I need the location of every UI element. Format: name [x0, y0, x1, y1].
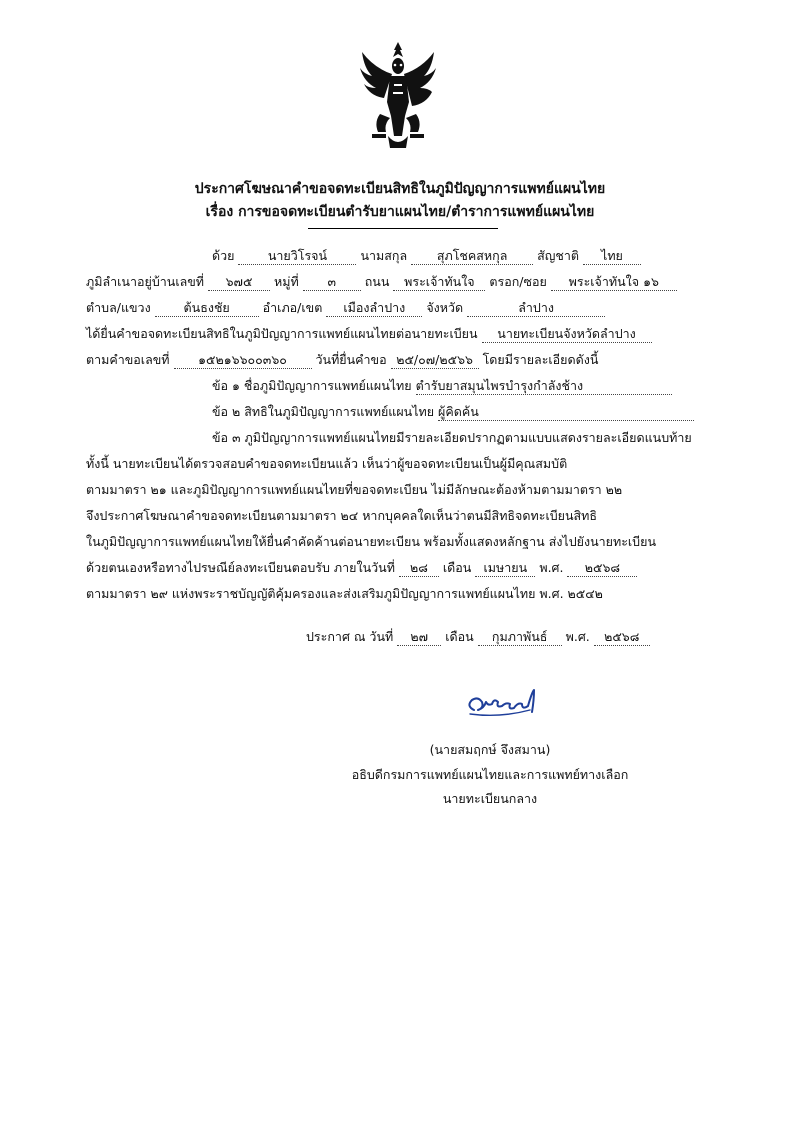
applicant-nationality: ไทย [583, 248, 641, 265]
deadline-month: เมษายน [475, 560, 535, 577]
body-line-2: ทั้งนี้ นายทะเบียนได้ตรวจสอบคำขอจดทะเบียนแล้ว เห็นว่าผู้ขอจดทะเบียนเป็นผู้มีคุณสมบัติ [86, 456, 568, 471]
registrar-name: นายทะเบียนจังหวัดลำปาง [482, 326, 652, 343]
item-1-line [212, 377, 672, 395]
prefix-label: ด้วย [212, 248, 235, 263]
district-line [86, 299, 605, 317]
applicant-name: นายวิโรจน์ [238, 248, 356, 265]
request-number-label: ตามคำขอเลขที่ [86, 352, 170, 367]
announce-be-label: พ.ศ. [565, 629, 590, 644]
amphoe-label: อำเภอ/เขต [262, 300, 323, 315]
soi-label: ตรอก/ซอย [489, 274, 547, 289]
body-line-3: ตามมาตรา ๒๑ และภูมิปัญญาการแพทย์แผนไทยที่ขอจดทะเบียน ไม่มีลักษณะต้องห้ามตามมาตรา ๒๒ [86, 482, 623, 497]
item-2-line [212, 403, 694, 421]
deadline-be-label: พ.ศ. [539, 560, 564, 575]
deadline-year: ๒๕๖๘ [567, 560, 637, 577]
house-number: ๖๗๕ [208, 274, 270, 291]
province-name: ลำปาง [467, 300, 605, 317]
handwritten-signature [460, 680, 560, 724]
item-2-value: ผู้คิดค้น [438, 404, 694, 421]
surname-label: นามสกุล [360, 248, 408, 263]
deadline-prefix: ด้วยตนเองหรือทางไปรษณีย์ลงทะเบียนตอบรับ ภายในวันที่ [86, 560, 395, 575]
announcement-title: ประกาศโฆษณาคำขอจดทะเบียนสิทธิในภูมิปัญญาการแพทย์แผนไทย [194, 181, 606, 197]
announce-month-label: เดือน [445, 629, 474, 644]
announcement-date-line [306, 628, 650, 646]
body-line-5: ในภูมิปัญญาการแพทย์แผนไทยให้ยื่นคำคัดค้านต่อนายทะเบียน พร้อมทั้งแสดงหลักฐาน ส่งไปยังนายทะเบียน [86, 534, 656, 549]
applicant-surname: สุภโชคสหกุล [411, 248, 533, 265]
moo-number: ๓ [303, 274, 361, 291]
address-label: ภูมิลำเนาอยู่บ้านเลขที่ [86, 274, 205, 289]
announce-prefix: ประกาศ ณ วันที่ [306, 629, 394, 644]
announcement-subject: เรื่อง การขอจดทะเบียนตำรับยาแผนไทย/ตำราการแพทย์แผนไทย [205, 204, 595, 220]
garuda-emblem-icon [358, 40, 438, 152]
item-1-label: ข้อ ๑ ชื่อภูมิปัญญาการแพทย์แผนไทย [212, 378, 412, 393]
announce-year: ๒๕๖๘ [594, 629, 650, 646]
soi-name: พระเจ้าทันใจ ๑๖ [551, 274, 677, 291]
tambon-label: ตำบล/แขวง [86, 300, 151, 315]
deadline-day: ๒๘ [399, 560, 439, 577]
item-2-label: ข้อ ๒ สิทธิในภูมิปัญญาการแพทย์แผนไทย [212, 404, 435, 419]
nationality-label: สัญชาติ [537, 248, 579, 263]
signatory-position: อธิบดีกรมการแพทย์แผนไทยและการแพทย์ทางเลือก [351, 767, 629, 782]
detail-label: โดยมีรายละเอียดดังนี้ [482, 352, 599, 367]
title-divider [308, 228, 498, 229]
body-line-1: ข้อ ๓ ภูมิปัญญาการแพทย์แผนไทยมีรายละเอียดปรากฏตามแบบแสดงรายละเอียดแนบท้าย [212, 430, 692, 445]
body-line-6 [86, 559, 637, 577]
body-line-4: จึงประกาศโฆษณาคำขอจดทะเบียนตามมาตรา ๒๔ หากบุคคลใดเห็นว่าตนมีสิทธิจดทะเบียนสิทธิ [86, 508, 598, 523]
item-1-value: ตำรับยาสมุนไพรบำรุงกำลังช้าง [416, 378, 672, 395]
filing-date-label: วันที่ยื่นคำขอ [315, 352, 387, 367]
filing-date: ๒๕/๐๗/๒๕๖๖ [391, 352, 479, 369]
request-number: ๑๕๒๑๖๖๐๐๓๖๐ [174, 352, 312, 369]
request-line [86, 351, 598, 369]
deadline-month-label: เดือน [442, 560, 472, 575]
road-label: ถนน [364, 274, 390, 289]
address-line [86, 273, 677, 291]
signatory-name: (นายสมฤกษ์ จึงสมาน) [429, 742, 551, 757]
announce-month: กุมภาพันธ์ [478, 629, 562, 646]
body-line-7: ตามมาตรา ๒๙ แห่งพระราชบัญญัติคุ้มครองและส่งเสริมภูมิปัญญาการแพทย์แผนไทย พ.ศ. ๒๕๔๒ [86, 586, 603, 601]
filing-line [86, 325, 652, 343]
amphoe-name: เมืองลำปาง [326, 300, 422, 317]
road-name: พระเจ้าทันใจ [393, 274, 485, 291]
province-label: จังหวัด [426, 300, 464, 315]
signatory-role: นายทะเบียนกลาง [442, 791, 538, 806]
announce-day: ๒๗ [397, 629, 441, 646]
moo-label: หมู่ที่ [274, 274, 299, 289]
tambon-name: ต้นธงชัย [155, 300, 259, 317]
applicant-line [212, 247, 641, 265]
filing-text: ได้ยื่นคำขอจดทะเบียนสิทธิในภูมิปัญญาการแพทย์แผนไทยต่อนายทะเบียน [86, 326, 478, 341]
